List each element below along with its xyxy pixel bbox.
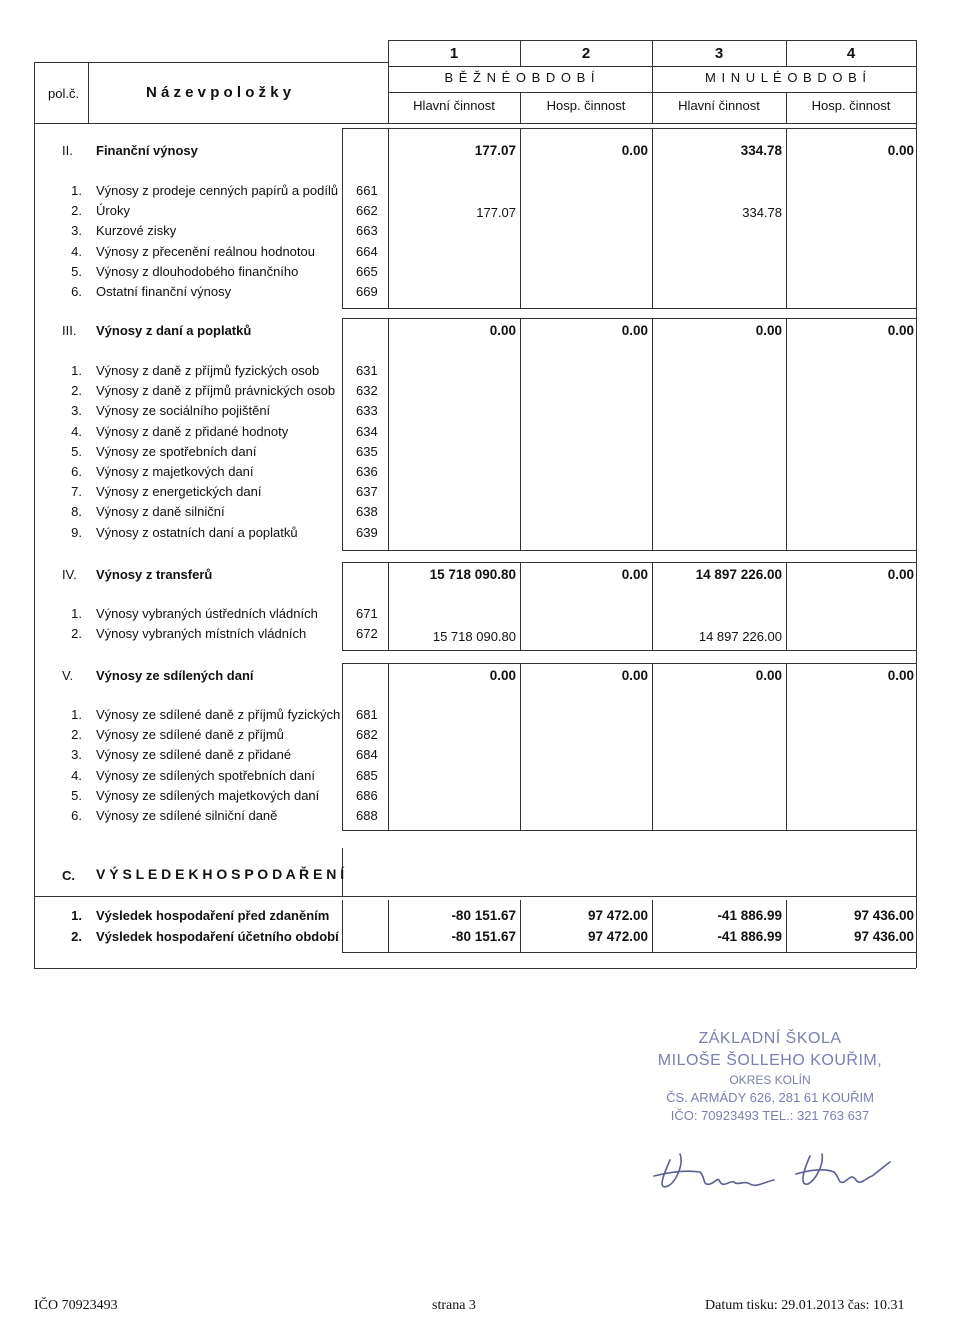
header-sub-column: Hosp. činnost: [546, 98, 626, 113]
table-border-right: [916, 40, 917, 968]
item-number: 2.: [71, 383, 82, 399]
item-number: 2.: [71, 727, 82, 743]
item-number: 5.: [71, 263, 82, 279]
item-number: 4.: [71, 767, 82, 783]
item-code: 688: [356, 808, 378, 823]
result-rule: [34, 896, 916, 897]
item-label: Výnosy ze sociálního pojištění: [96, 403, 271, 419]
header-bezne-obdobi: B Ě Ž N É O B D O B Í: [444, 70, 596, 85]
item-label: Výnosy ze sdílené daně z příjmů fyzických: [96, 707, 341, 722]
header-bottom-rule: [34, 123, 916, 124]
section-top-rule-2: [342, 562, 916, 563]
footer-ico: IČO 70923493: [34, 1298, 118, 1313]
column-divider: [652, 318, 653, 550]
result-number: C.: [62, 868, 75, 883]
stamp-line-4: ČS. ARMÁDY 626, 281 61 KOUŘIM: [666, 1090, 874, 1105]
item-code: 635: [356, 443, 378, 459]
item-label: Úroky: [96, 203, 130, 219]
header-sub-column: Hosp. činnost: [811, 98, 891, 113]
item-label: Výnosy z daně z příjmů právnických osob: [96, 383, 336, 399]
item-label: Výnosy z energetických daní: [96, 484, 262, 500]
section-number: V.: [62, 668, 74, 683]
result-value: -41 886.99: [717, 908, 782, 923]
item-code: 661: [356, 183, 378, 198]
result-row-label: Výsledek hospodaření před zdaněním: [96, 908, 330, 923]
result-value: 97 472.00: [587, 908, 648, 923]
result-row-number: 1.: [71, 908, 82, 923]
item-label: Kurzové zisky: [96, 223, 177, 239]
item-number: 6.: [71, 808, 82, 823]
item-label: Výnosy z daně silniční: [96, 504, 225, 520]
result-value: -41 886.99: [717, 929, 782, 944]
item-value: 15 718 090.80: [432, 629, 516, 644]
section-total: 0.00: [887, 323, 914, 338]
item-label: Výnosy z přecenění reálnou hodnotou: [96, 243, 315, 259]
section-top-rule-0: [342, 128, 916, 129]
item-label: Ostatní finanční výnosy: [96, 284, 232, 299]
section-total: 0.00: [621, 143, 648, 158]
section-bottom-rule-0: [342, 308, 916, 309]
item-label: Výnosy ze sdílené daně z příjmů: [96, 727, 284, 743]
column-number: 1: [449, 45, 459, 62]
header-sub-column: Hlavní činnost: [413, 98, 495, 113]
item-label: Výnosy z majetkových daní: [96, 464, 254, 479]
section-top-rule-1: [342, 318, 916, 319]
column-divider: [342, 318, 343, 550]
item-number: 3.: [71, 223, 82, 239]
item-label: Výnosy ze sdílené daně z přidané: [96, 747, 292, 763]
stamp-line-1: ZÁKLADNÍ ŠKOLA: [698, 1030, 842, 1047]
section-total: 0.00: [489, 323, 516, 338]
item-number: 3.: [71, 403, 82, 419]
item-label: Výnosy ze sdílené silniční daně: [96, 808, 278, 823]
section-total: 0.00: [755, 323, 782, 338]
item-number: 1.: [71, 606, 82, 621]
column-divider: [520, 318, 521, 550]
stamp-line-3: OKRES KOLÍN: [729, 1073, 811, 1087]
column-divider: [342, 663, 343, 830]
item-number: 1.: [71, 707, 82, 722]
item-code: 631: [356, 363, 378, 378]
item-number: 4.: [71, 423, 82, 439]
item-code: 681: [356, 707, 378, 722]
item-number: 9.: [71, 524, 82, 540]
item-code: 634: [356, 423, 378, 439]
section-bottom-rule-3: [342, 830, 916, 831]
result-value: 97 436.00: [853, 908, 914, 923]
section-total: 0.00: [755, 668, 782, 683]
column-divider: [652, 663, 653, 830]
item-number: 1.: [71, 363, 82, 378]
item-code: 637: [356, 484, 378, 500]
item-number: 2.: [71, 626, 82, 642]
item-number: 6.: [71, 284, 82, 299]
item-code: 665: [356, 263, 378, 279]
item-number: 4.: [71, 243, 82, 259]
item-code: 685: [356, 767, 378, 783]
header-left-border: [34, 62, 35, 123]
item-code: 636: [356, 464, 378, 479]
section-total: 14 897 226.00: [695, 567, 782, 582]
section-bottom-rule-1: [342, 550, 916, 551]
section-total: 0.00: [621, 323, 648, 338]
section-number: II.: [62, 143, 73, 158]
item-label: Výnosy z dlouhodobého finančního: [96, 263, 299, 279]
column-divider: [786, 318, 787, 550]
item-code: 662: [356, 203, 378, 219]
section-title: Výnosy z transferů: [96, 567, 213, 582]
item-number: 8.: [71, 504, 82, 520]
result-value: -80 151.67: [451, 929, 516, 944]
section-total: 0.00: [621, 567, 648, 582]
result-title: V Ý S L E D E K H O S P O D A Ř E N Í: [96, 866, 345, 882]
item-label: Výnosy z prodeje cenných papírů a podílů: [96, 183, 339, 198]
section-total: 0.00: [489, 668, 516, 683]
section-title: Výnosy z daní a poplatků: [96, 323, 252, 338]
item-number: 7.: [71, 484, 82, 500]
item-label: Výnosy ze spotřebních daní: [96, 443, 257, 459]
item-code: 633: [356, 403, 378, 419]
section-total: 334.78: [740, 143, 782, 158]
section-total: 0.00: [621, 668, 648, 683]
section-number: IV.: [62, 567, 77, 582]
section-number: III.: [62, 323, 77, 338]
result-row-label: Výsledek hospodaření účetního období: [96, 929, 339, 944]
item-number: 2.: [71, 203, 82, 219]
item-code: 684: [356, 747, 378, 763]
result-value: -80 151.67: [451, 908, 516, 923]
item-code: 686: [356, 787, 378, 803]
header-minule-obdobi: M I N U L É O B D O B Í: [705, 70, 867, 85]
item-label: Výnosy z daně z příjmů fyzických osob: [96, 363, 320, 378]
item-value: 334.78: [742, 205, 782, 220]
item-value: 177.07: [476, 205, 516, 220]
column-number: 4: [846, 45, 856, 62]
stamp-line-2: MILOŠE ŠOLLEHO KOUŘIM,: [657, 1052, 883, 1069]
column-number: 3: [714, 45, 724, 62]
item-code: 671: [356, 606, 378, 621]
result-bottom-rule: [342, 952, 916, 953]
item-label: Výnosy ze sdílených majetkových daní: [96, 787, 320, 803]
item-code: 664: [356, 243, 378, 259]
item-number: 3.: [71, 747, 82, 763]
item-code: 669: [356, 284, 378, 299]
section-total: 0.00: [887, 143, 914, 158]
item-code: 682: [356, 727, 378, 743]
item-label: Výnosy z ostatních daní a poplatků: [96, 524, 298, 540]
handwritten-signature: [640, 1138, 900, 1208]
table-border-bottom: [34, 968, 916, 969]
section-total: 0.00: [887, 567, 914, 582]
section-total: 15 718 090.80: [429, 567, 516, 582]
footer-page-number: strana 3: [432, 1298, 476, 1313]
header-pol-c: pol.č.: [48, 86, 80, 101]
header-nazev: N á z e v p o l o ž k y: [146, 84, 292, 101]
section-total: 0.00: [887, 668, 914, 683]
header-col-divider: [88, 62, 89, 123]
item-code: 639: [356, 524, 378, 540]
column-number: 2: [581, 45, 591, 62]
item-value: 14 897 226.00: [698, 629, 782, 644]
header-sub-column: Hlavní činnost: [678, 98, 760, 113]
section-bottom-rule-2: [342, 650, 916, 651]
item-label: Výnosy z daně z přidané hodnoty: [96, 423, 289, 439]
result-row-number: 2.: [71, 929, 82, 944]
item-code: 632: [356, 383, 378, 399]
section-title: Výnosy ze sdílených daní: [96, 668, 254, 683]
section-total: 177.07: [474, 143, 516, 158]
item-code: 663: [356, 223, 378, 239]
result-value: 97 472.00: [587, 929, 648, 944]
item-number: 1.: [71, 183, 82, 198]
item-code: 672: [356, 626, 378, 642]
column-divider: [786, 663, 787, 830]
section-top-rule-3: [342, 663, 916, 664]
item-code: 638: [356, 504, 378, 520]
column-divider: [388, 663, 389, 830]
column-divider: [520, 663, 521, 830]
section-title: Finanční výnosy: [96, 143, 198, 158]
item-number: 6.: [71, 464, 82, 479]
item-number: 5.: [71, 787, 82, 803]
column-divider: [388, 318, 389, 550]
result-value: 97 436.00: [853, 929, 914, 944]
school-stamp: [640, 1030, 900, 1123]
stamp-line-5: IČO: 70923493 TEL.: 321 763 637: [670, 1108, 870, 1123]
item-label: Výnosy vybraných ústředních vládních: [96, 606, 318, 621]
footer-print-date: Datum tisku: 29.01.2013 čas: 10.31: [705, 1298, 905, 1313]
item-label: Výnosy vybraných místních vládních: [96, 626, 307, 642]
item-label: Výnosy ze sdílených spotřebních daní: [96, 767, 315, 783]
item-number: 5.: [71, 443, 82, 459]
